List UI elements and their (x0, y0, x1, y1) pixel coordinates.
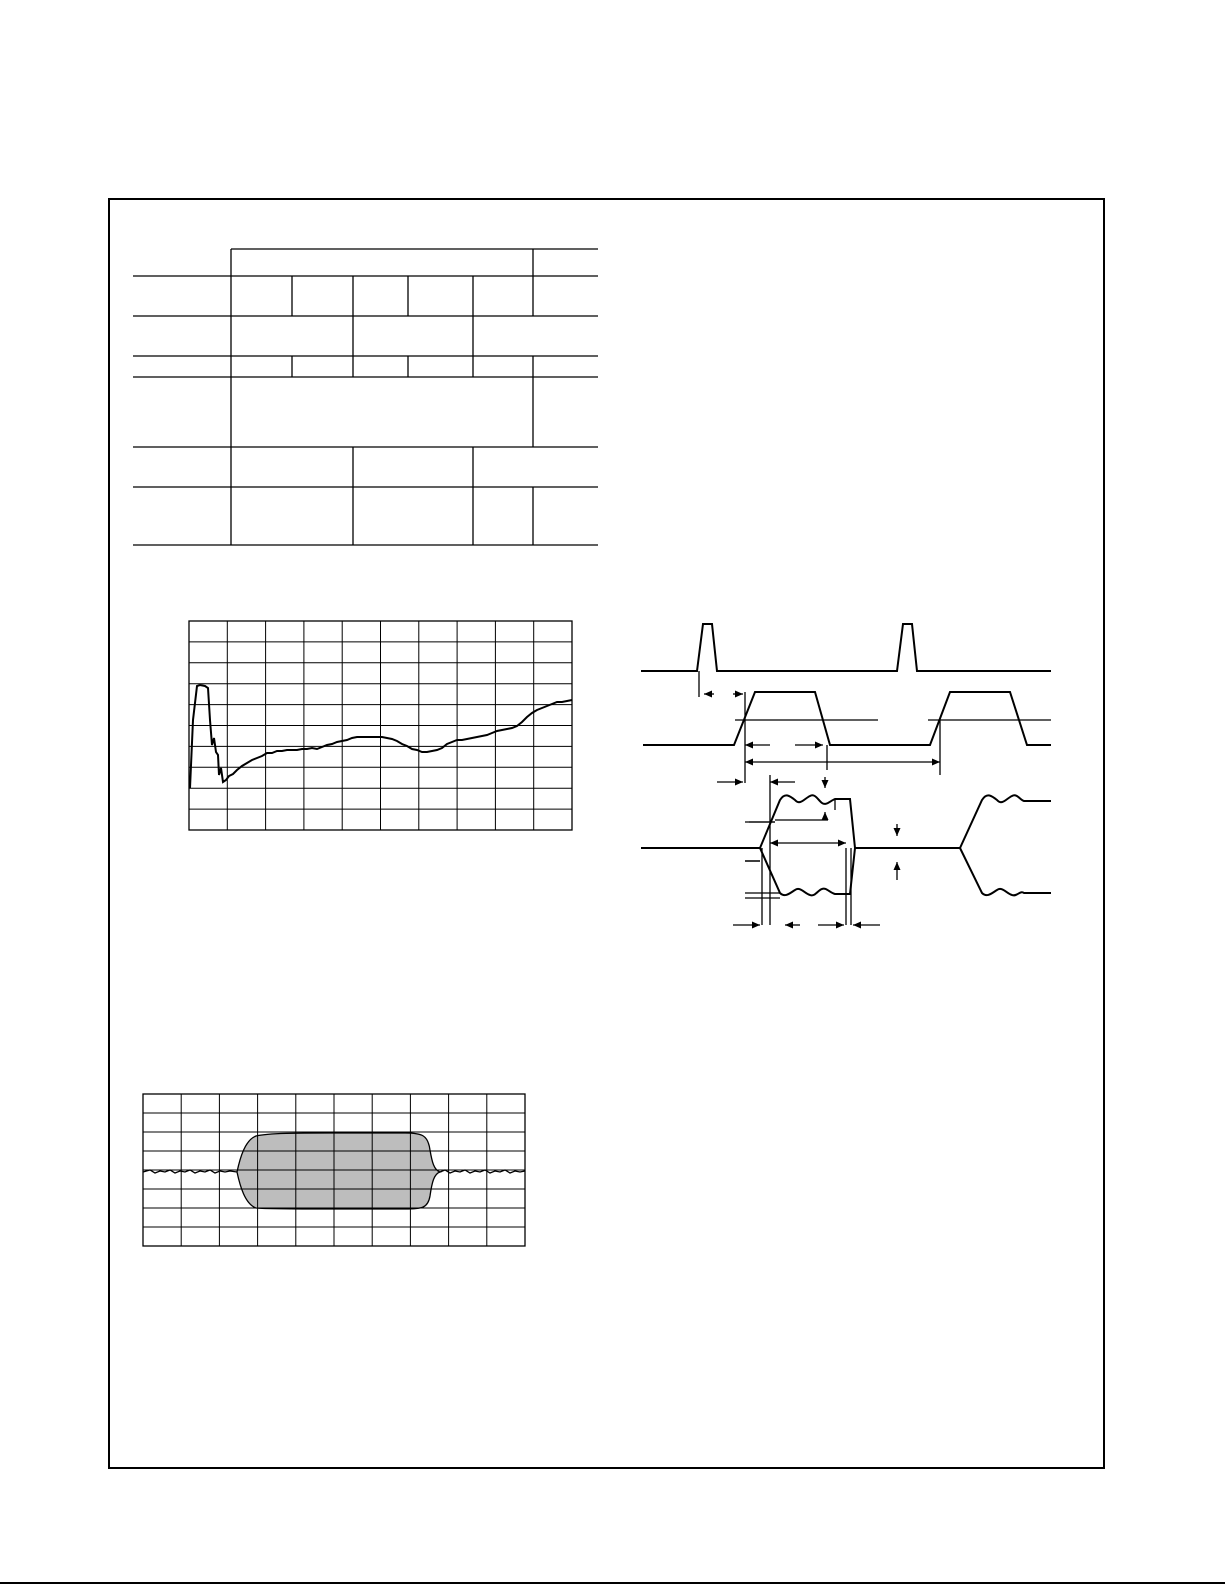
arrowhead (853, 922, 861, 929)
step-response-plot (189, 621, 572, 830)
arrowhead (752, 922, 760, 929)
arrowhead (745, 759, 753, 766)
trigger-pulse-waveform (641, 624, 1051, 671)
dimension-arrows (704, 691, 940, 929)
timing-diagram (641, 624, 1051, 929)
arrowhead (932, 759, 940, 766)
rf-output-upper (641, 795, 1051, 848)
arrowhead (838, 840, 846, 847)
plot-grid (143, 1094, 525, 1246)
arrowhead (894, 862, 901, 870)
gate-waveform (643, 692, 1051, 745)
arrowhead (745, 742, 753, 749)
arrowhead (836, 922, 844, 929)
arrowhead (770, 840, 778, 847)
arrowhead (785, 922, 793, 929)
burst-envelope-fill (237, 1133, 440, 1209)
rf-output-lower (760, 848, 855, 895)
arrowhead (815, 742, 823, 749)
arrowhead (894, 828, 901, 836)
burst-envelope-plot (143, 1094, 525, 1246)
rf-output-lower-2 (960, 848, 1051, 895)
arrowhead (735, 779, 743, 786)
arrowhead (735, 691, 743, 698)
arrowhead (704, 691, 712, 698)
spec-table (133, 249, 598, 545)
arrowhead (822, 812, 829, 820)
footer-rule (0, 1582, 1225, 1584)
plot-grid (189, 621, 572, 830)
arrowhead (770, 779, 778, 786)
arrowhead (822, 780, 829, 788)
